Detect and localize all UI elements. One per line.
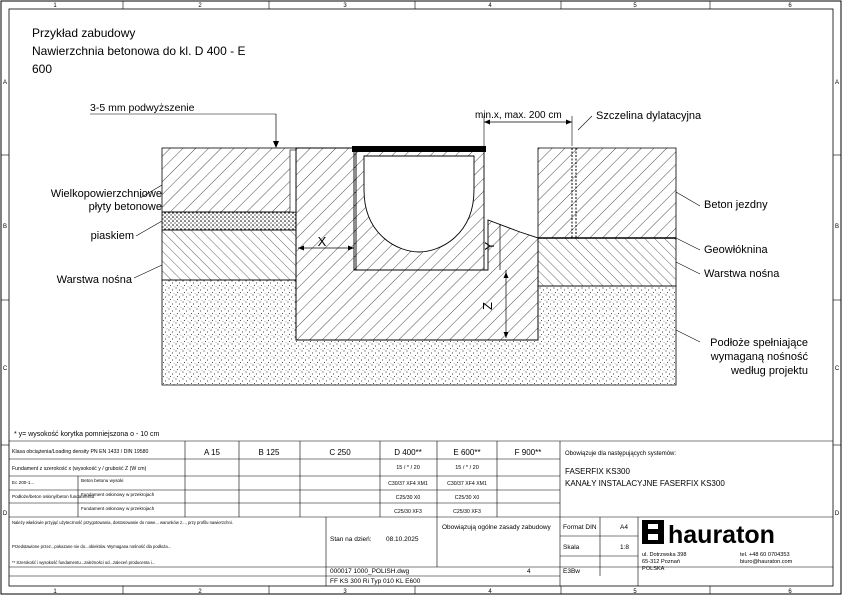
stan-value: 08.10.2025 xyxy=(386,536,419,543)
sand-layer xyxy=(162,212,296,230)
load-class-4: E 600** xyxy=(453,448,481,457)
logo-text: hauraton xyxy=(668,521,775,549)
label-sand: piaskiem xyxy=(90,230,134,242)
row4-value-d400: C25/30 X0 xyxy=(395,495,421,501)
table-row3-mid: Beton betonu wysoki xyxy=(81,478,124,483)
frame-col-number: 1 xyxy=(53,3,57,9)
frame-col-number: 1 xyxy=(53,589,57,595)
frame-col-number: 2 xyxy=(198,589,202,595)
format-value: A4 xyxy=(620,524,628,531)
scale-value: 1:8 xyxy=(620,544,630,551)
table-row4-mid: Fundament osłonowy w przekrojach xyxy=(81,492,155,497)
frame-col-number: 3 xyxy=(343,589,347,595)
systems-title: Obowiązuje dla następujących systemów: xyxy=(565,451,677,457)
sheet-number: 4 xyxy=(527,568,531,575)
label-slabs-2: płyty betonowe xyxy=(88,201,162,213)
footnote: * y= wysokość korytka pomniejszona o - 10 cm xyxy=(14,431,160,438)
company-address-3: POLSKA xyxy=(642,566,665,572)
company-address-1: ul. Dotrzwska 398 xyxy=(642,552,687,558)
label-gap: min.x, max. 200 cm xyxy=(475,110,562,121)
system-2: KANAŁY INSTALACYJNE FASERFIX KS300 xyxy=(565,479,725,488)
dim-x-label: X xyxy=(317,234,327,249)
load-class-5: F 900** xyxy=(514,448,542,457)
frame-row-letter: D xyxy=(2,511,8,517)
frame-col-number: 5 xyxy=(633,3,637,9)
frame-col-number: 4 xyxy=(488,3,492,9)
frame-col-number: 5 xyxy=(633,589,637,595)
frame-col-number: 6 xyxy=(788,589,792,595)
frame-col-number: 4 xyxy=(488,589,492,595)
row3-value-e600: C30/37 XF4 XM1 xyxy=(447,481,487,487)
title-line-1: Przykład zabudowy xyxy=(32,26,136,40)
concrete-slab-left xyxy=(162,148,296,212)
dim-y-label: Y xyxy=(482,241,497,251)
label-joint: Szczelina dylatacyjna xyxy=(596,110,702,122)
company-phone: tel. +48 60 0704353 xyxy=(740,552,790,558)
note-3: ** Szerokość i wysokość fundamentu...zależności od...zaleceń producenta i... xyxy=(12,560,156,565)
rules-text: Obowiązują ogólne zasady zabudowy xyxy=(442,524,551,531)
label-slabs-1: Wielkopowierzchniowe xyxy=(50,188,162,200)
frame-row-letter: A xyxy=(2,80,8,86)
frame-col-number: 3 xyxy=(343,3,347,9)
drawing-code: FF KS 300 Ri Typ 010 KL E600 xyxy=(330,578,421,585)
label-base-right: Warstwa nośna xyxy=(704,268,780,280)
scale-label: Skala xyxy=(563,544,580,551)
company-address-2: 65-312 Poznań xyxy=(642,559,680,565)
row2-value-e600: 15 / * / 20 xyxy=(455,465,479,471)
row5-value-d400: C25/30 XF3 xyxy=(394,509,422,515)
frame-row-letter: B xyxy=(834,224,840,230)
dim-z-label: Z xyxy=(480,302,495,310)
frame-row-letter: B xyxy=(2,224,8,230)
file-name: 000017 1000_POLISH.dwg xyxy=(330,568,410,575)
title-line-2: Nawierzchnia betonowa do kl. D 400 - E xyxy=(32,44,246,58)
company-logo xyxy=(642,520,775,549)
frame-row-letter: A xyxy=(834,80,840,86)
concrete-slab-right xyxy=(538,148,676,238)
row4-value-e600: C25/30 X0 xyxy=(454,495,480,501)
note-1: Należy właściwie przyjąć użyteczność przygotowania, dostosowanie do nowe... warunków z..., przy profilu nawierzchni. xyxy=(12,520,233,525)
table-header-label: Klasa obciążenia/Loading density PN EN 1433 / DIN 19580 xyxy=(12,449,149,455)
table-row3-left: Ec 200-1... xyxy=(12,480,35,485)
table-row4-left: Podłoże/beton osłony/beton fundamentu xyxy=(12,494,95,499)
base-layer-right xyxy=(538,238,676,286)
title-block-text xyxy=(12,448,725,585)
label-subsoil-2: wymaganą nośność xyxy=(710,351,808,363)
label-raised: 3-5 mm podwyższenie xyxy=(90,102,195,114)
table-row5-mid: Fundament osłonowy w przekrojach xyxy=(81,506,155,511)
title-line-3: 600 xyxy=(32,62,53,76)
label-subsoil-1: Podłoże spełniające xyxy=(710,337,808,349)
row3-value-d400: C30/37 XF4 XM1 xyxy=(388,481,428,487)
format-label: Format DIN xyxy=(563,524,597,531)
frame-col-number: 6 xyxy=(788,3,792,9)
label-subsoil-3: według projektu xyxy=(730,365,808,377)
label-concrete: Beton jezdny xyxy=(704,199,768,211)
label-base-left: Warstwa nośna xyxy=(56,274,132,286)
row5-value-e600: C25/30 XF3 xyxy=(453,509,481,515)
label-geotextile: Geowłóknina xyxy=(704,244,768,256)
company-email: biuro@hauraton.com xyxy=(740,559,793,565)
frame-col-number: 2 xyxy=(198,3,202,9)
system-1: FASERFIX KS300 xyxy=(565,467,630,476)
load-class-0: A 15 xyxy=(203,448,221,457)
table-row2-label: Fundament z szerokość x (wysokość y / grubość Z (W cm) xyxy=(12,466,147,472)
cross-section xyxy=(90,114,676,385)
sheet-ref: E3Bw xyxy=(563,568,580,575)
load-class-2: C 250 xyxy=(329,448,351,457)
load-class-1: B 125 xyxy=(258,448,280,457)
stan-label: Stan na dzień: xyxy=(330,536,372,543)
frame-row-letter: D xyxy=(834,511,840,517)
load-class-3: D 400** xyxy=(394,448,422,457)
channel-grate xyxy=(352,146,486,152)
frame-row-letter: C xyxy=(834,366,840,372)
note-2: Przedstawione przez...pokazane nie do...obiektów. Wymagana nośność dla podłoża... xyxy=(12,544,172,549)
base-layer-left xyxy=(162,230,296,280)
frame-row-letter: C xyxy=(2,366,8,372)
row2-value-d400: 15 / * / 20 xyxy=(396,465,420,471)
